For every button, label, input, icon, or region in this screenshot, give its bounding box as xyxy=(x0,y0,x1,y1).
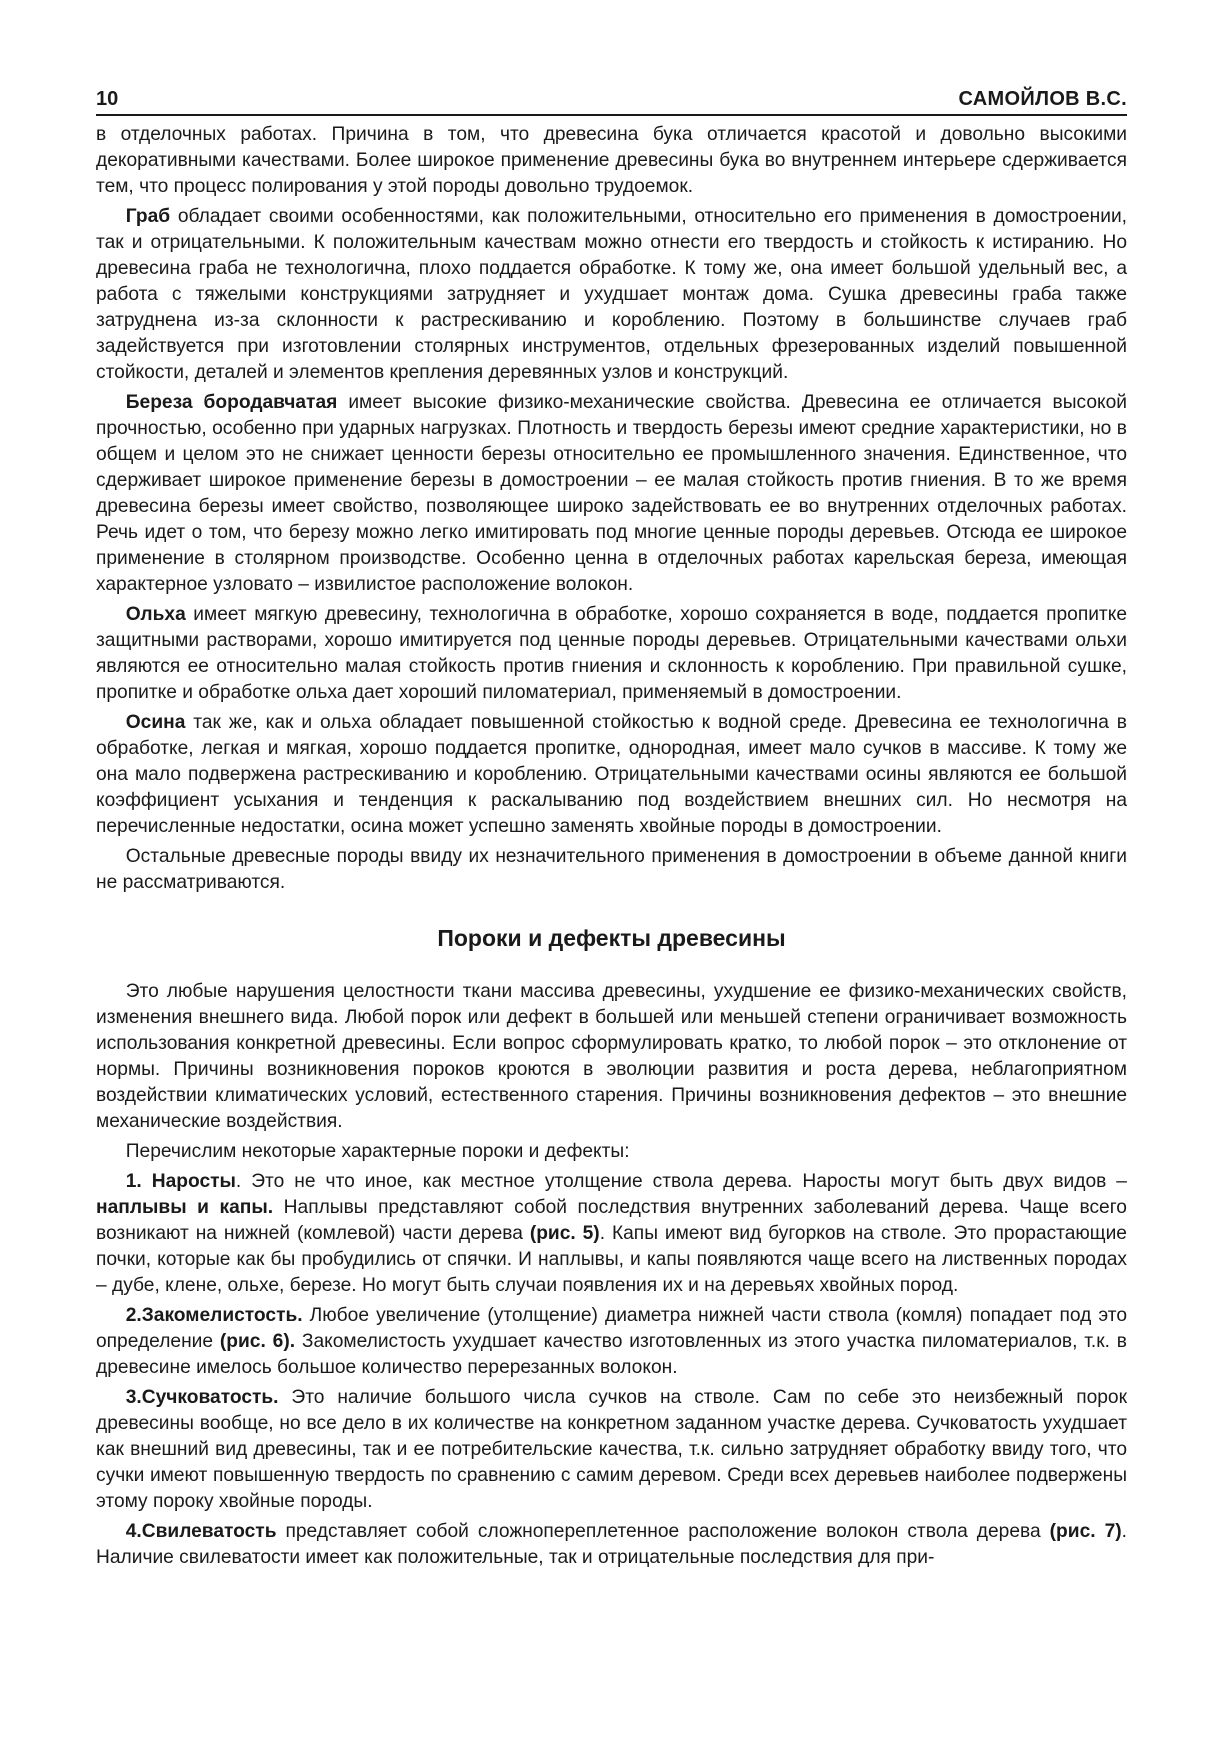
defect-title: 4.Свилеватость xyxy=(125,1521,277,1542)
defect-text: Это наличие большого числа сучков на стволе. Сам по себе это неизбежный порок древесины вообще, но все дело в их количестве на конкретном заданном участке дерева. Сучковатость ухудшает как внешний вид древесины, так и ее потребительские качества, т.к. сильно затрудняет обработку ввиду того, что сучки имеют повышенную твердость по сравнению с самим деревом. Среди всех деревьев наиболее подвержены этому пороку хвойные породы. xyxy=(96,1387,1127,1512)
term-alder: Ольха xyxy=(125,604,186,625)
paragraph-text: имеет высокие физико-механические свойства. Древесина ее отличается высокой прочностью, особенно при ударных нагрузках. Плотность и твердость березы имеют средние характеристики, но в общем и целом это не снижает ценности березы относительно ее промышленного значения. Единственное, что сдерживает широкое применение березы в домостроении – ее малая стойкость против гниения. В то же время древесина березы имеет свойство, позволяющее широко задействовать ее во внутренних отделочных работах. Речь идет о том, что березу можно легко имитировать под многие ценные породы деревьев. Отсюда ее широкое применение в столярном производстве. Особенно ценна в отделочных работах карельская береза, имеющая характерное узловато – извилистое расположение волокон. xyxy=(96,392,1127,595)
defect-text: . Капы имеют вид бугорков на стволе. Это прорастающие почки, которые как бы пробудились от спячки. И наплывы, и капы появляются чаще всего на лиственных породах – дубе, клене, ольхе, березе. Но могут быть случаи появления их и на деревьях хвойных пород. xyxy=(96,1223,1127,1296)
figure-reference: (рис. 6). xyxy=(219,1331,296,1352)
defect-text: Наплывы представляют собой последствия внутренних заболеваний дерева. Чаще всего возникают на нижней (комлевой) части дерева xyxy=(96,1197,1127,1244)
paragraph-list-intro xyxy=(96,1139,1127,1165)
paragraph-text: Это любые нарушения целостности ткани массива древесины, ухудшение ее физико-механических свойств, изменения внешнего вида. Любой порок или дефект в большей или меньшей степени ограничивает возможность использования конкретной древесины. Если вопрос сформулировать кратко, то любой порок – это отклонение от нормы. Причины возникновения пороков кроются в эволюции развития и роста дерева, неблагоприятном воздействии климатических условий, естественного старения. Причины возникновения дефектов – это внешние механические воздействия. xyxy=(96,981,1127,1132)
page-number: 10 xyxy=(96,88,119,110)
paragraph-text: Остальные древесные породы ввиду их незначительного применения в домостроении в объеме данной книги не рассматриваются. xyxy=(96,846,1127,893)
paragraph-text: имеет мягкую древесину, технологична в обработке, хорошо сохраняется в воде, поддается пропитке защитными растворами, хорошо имитируется под ценные породы деревьев. Отрицательными качествами ольхи являются ее относительно малая стойкость против гниения и склонность к короблению. При правильной сушке, пропитке и обработке ольха дает хороший пиломатериал, применяемый в домостроении. xyxy=(96,604,1127,703)
defect-text: Любое увеличение (утолщение) диаметра нижней части ствола (комля) попадает под это определение xyxy=(96,1305,1127,1352)
defect-title: 3.Сучковатость. xyxy=(125,1387,279,1408)
defect-emphasis: наплывы и капы. xyxy=(96,1197,274,1218)
defect-text: . Это не что иное, как местное утолщение ствола дерева. Наросты могут быть двух видов – xyxy=(235,1171,1127,1192)
paragraph-text: в отделочных работах. Причина в том, что древесина бука отличается красотой и довольно высокими декоративными качествами. Более широкое применение древесины бука во внутреннем интерьере сдерживается тем, что процесс полирования у этой породы довольно трудоемок. xyxy=(96,124,1127,197)
figure-reference: (рис. 5) xyxy=(529,1223,600,1244)
defect-title: 2.Закомелистость. xyxy=(125,1305,303,1326)
paragraph-text: обладает своими особенностями, как положительными, относительно его применения в домостроении, так и отрицательными. К положительным качествам можно отнести его твердость и стойкость к истиранию. Но древесина граба не технологична, плохо поддается обработке. К тому же, она имеет большой удельный вес, а работа с тяжелыми конструкциями затрудняет и ухудшает монтаж дома. Сушка древесины граба также затруднена из-за склонности к растрескиванию и короблению. Поэтому в большинстве случаев граб задействуется при изготовлении столярных инструментов, отдельных фрезерованных изделий повышенной стойкости, деталей и элементов крепления деревянных узлов и конструкций. xyxy=(96,206,1127,383)
page-header xyxy=(96,88,1127,116)
defect-title: 1. Наросты xyxy=(125,1171,236,1192)
defect-item-knottiness xyxy=(96,1385,1127,1515)
paragraph-text: Перечислим некоторые характерные пороки и дефекты: xyxy=(125,1141,630,1162)
defect-item-burls xyxy=(96,1169,1127,1299)
running-title: САМОЙЛОВ В.С. xyxy=(958,88,1127,110)
term-birch: Береза бородавчатая xyxy=(125,392,338,413)
paragraph-text: так же, как и ольха обладает повышенной стойкостью к водной среде. Древесина ее технологична в обработке, легкая и мягкая, хорошо поддается пропитке, однородная, имеет мало сучков в массиве. К тому же она мало подвержена растрескиванию и короблению. Отрицательными качествами осины являются ее большой коэффициент усыхания и тенденция к раскалыванию под воздействием внешних сил. Но несмотря на перечисленные недостатки, осина может успешно заменять хвойные породы в домостроении. xyxy=(96,712,1127,837)
defect-item-butt-swell xyxy=(96,1303,1127,1381)
defect-text: Закомелистость ухудшает качество изготовленных из этого участка пиломатериалов, т.к. в древесине имелось большое количество перерезанных волокон. xyxy=(96,1331,1127,1378)
defect-text: . Наличие свилеватости имеет как положительные, так и отрицательные последствия для при- xyxy=(96,1521,1127,1568)
paragraph-intro xyxy=(96,979,1127,1135)
paragraph-other-species xyxy=(96,844,1127,896)
paragraph-aspen xyxy=(96,710,1127,840)
paragraph xyxy=(96,122,1127,200)
term-hornbeam: Граб xyxy=(125,206,171,227)
defect-text: представляет собой сложнопереплетенное расположение волокон ствола дерева xyxy=(276,1521,1050,1542)
term-aspen: Осина xyxy=(125,712,186,733)
paragraph-hornbeam xyxy=(96,204,1127,386)
figure-reference: (рис. 7) xyxy=(1049,1521,1122,1542)
paragraph-alder xyxy=(96,602,1127,706)
section-title: Пороки и дефекты древесины xyxy=(437,925,786,951)
defect-item-curly-grain xyxy=(96,1519,1127,1571)
paragraph-birch xyxy=(96,390,1127,598)
body-text xyxy=(96,122,1127,1571)
